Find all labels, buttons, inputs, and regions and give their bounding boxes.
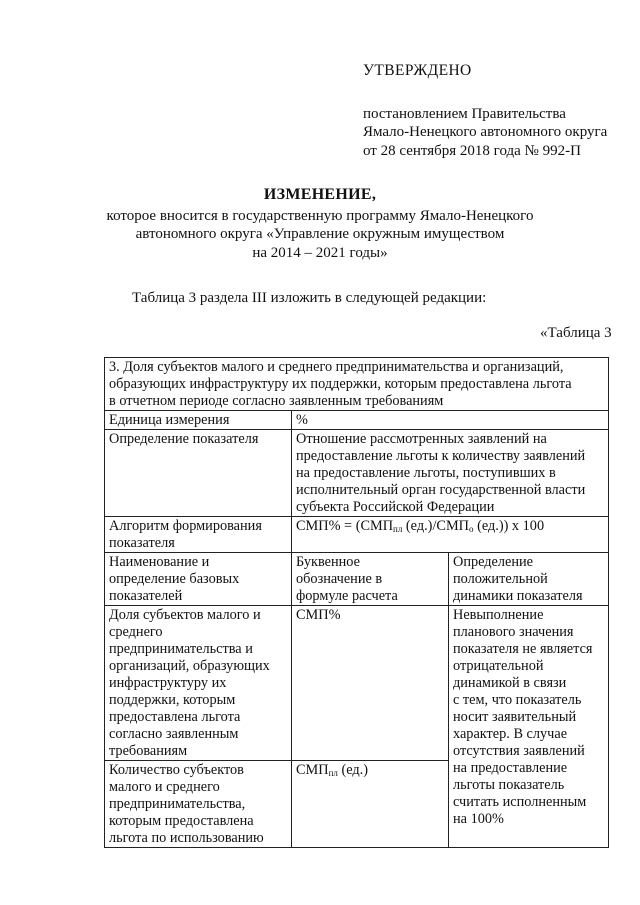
cell-line: предоставлена льгота [109, 709, 241, 725]
definition-value-cell [292, 430, 609, 517]
cell-line: показателя не является [453, 641, 593, 657]
col-header-line: Буквенное [296, 554, 360, 570]
definition-line: Отношение рассмотренных заявлений на [296, 431, 547, 447]
instruction-text: Таблица 3 раздела III изложить в следующей редакции: [132, 290, 487, 306]
cell-line: на предоставление [453, 760, 568, 776]
cell-line: Невыполнение [453, 607, 544, 623]
cell-line: отрицательной [453, 658, 544, 674]
base-indicator-name-cell [105, 606, 292, 761]
col-header-line: положительной [453, 571, 548, 587]
col-header-line: формуле расчета [296, 588, 398, 604]
unit-label: Единица измерения [109, 412, 230, 428]
table-row [105, 411, 609, 430]
cell-line: отсутствия заявлений [453, 743, 585, 759]
approval-line: Ямало-Ненецкого автономного округа [363, 124, 608, 140]
table-header-row [105, 358, 609, 411]
table-row [105, 606, 609, 761]
formula-subscript: пл [393, 524, 403, 534]
table-row [105, 430, 609, 517]
cell-line: льготы показатель [453, 777, 565, 793]
cell-line: характер. В случае [453, 726, 568, 742]
col-header-dynamics [449, 553, 609, 606]
unit-label-cell [105, 411, 292, 430]
algorithm-label-line: показателя [109, 535, 175, 551]
algorithm-label-line: Алгоритм формирования [109, 518, 262, 534]
cell-line: предпринимательства и [109, 641, 253, 657]
cell-line: малого и среднего [109, 779, 220, 795]
symbol: СМП [296, 762, 329, 778]
cell-line: предпринимательства, [109, 796, 246, 812]
cell-line: организаций, образующих [109, 658, 270, 674]
cell-line: поддержки, которым [109, 692, 236, 708]
indicator-title-line: образующих инфраструктуру их поддержки, которым предоставлена льгота [109, 376, 572, 392]
base-indicator-symbol-cell [292, 606, 449, 761]
approval-block [363, 62, 633, 160]
definition-line: предоставление льготы к количеству заявлений [296, 448, 586, 464]
col-header-line: динамики показателя [453, 588, 583, 604]
cell-line: Доля субъектов малого и [109, 607, 261, 623]
cell-line: инфраструктуру их [109, 675, 227, 691]
table-row [105, 517, 609, 553]
title-line: которое вносится в государственную программу Ямало-Ненецкого [106, 207, 534, 224]
title-line: на 2014 – 2021 годы» [252, 244, 388, 261]
indicator-title-cell [105, 358, 609, 411]
title-line: автономного округа «Управление окружным имуществом [135, 226, 505, 242]
cell-line: динамикой в связи [453, 675, 567, 691]
symbol: (ед.) [337, 762, 368, 778]
approval-line: постановлением Правительства [363, 105, 566, 122]
formula-part: (ед.)/СМП [402, 518, 469, 534]
approval-heading: УТВЕРЖДЕНО [363, 62, 472, 79]
cell-line: считать исполненным [453, 794, 587, 810]
indicator-title-line: 3. Доля субъектов малого и среднего предпринимательства и организаций, [109, 359, 564, 375]
cell-line: носит заявительный [453, 709, 577, 725]
base-indicator-name-cell [105, 761, 292, 848]
cell-line: планового значения [453, 624, 574, 640]
cell-line: льгота по использованию [109, 830, 264, 846]
unit-value: % [296, 412, 308, 428]
definition-label: Определение показателя [109, 431, 259, 447]
cell-line: с тем, что показатель [453, 692, 582, 708]
col-header-line: показателей [109, 588, 183, 604]
algorithm-formula-cell [292, 517, 609, 553]
base-indicator-symbol-cell [292, 761, 449, 848]
title-main: ИЗМЕНЕНИЕ, [263, 186, 377, 203]
approval-line: от 28 сентября 2018 года № 992-П [363, 142, 581, 159]
cell-line: которым предоставлена [109, 813, 254, 829]
formula-part: (ед.)) х 100 [473, 518, 545, 534]
symbol: СМП% [296, 607, 341, 623]
col-header-line: Определение [453, 554, 534, 570]
col-header-line: Наименование и [109, 554, 210, 570]
dynamics-cell [449, 606, 609, 848]
table-label: «Таблица 3 [540, 325, 612, 341]
cell-line: требованиям [109, 743, 188, 759]
column-header-row [105, 553, 609, 606]
definition-label-cell [105, 430, 292, 517]
unit-value-cell [292, 411, 609, 430]
symbol-subscript: пл [328, 768, 338, 778]
cell-line: среднего [109, 624, 163, 640]
definition-line: субъекта Российской Федерации [296, 499, 495, 515]
formula-part: СМП% = (СМП [296, 518, 394, 534]
algorithm-label-cell [105, 517, 292, 553]
col-header-name [105, 553, 292, 606]
cell-line: согласно заявленным [109, 726, 239, 742]
definition-line: исполнительный орган государственной власти [296, 482, 586, 498]
cell-line: Количество субъектов [109, 762, 244, 778]
col-header-symbol [292, 553, 449, 606]
definition-line: на предоставление льготы, поступивших в [296, 465, 556, 481]
formula-subscript: о [469, 524, 474, 534]
cell-line: на 100% [453, 811, 504, 827]
document-title [100, 186, 540, 262]
indicator-title-line: в отчетном периоде согласно заявленным требованиям [109, 393, 444, 409]
col-header-line: определение базовых [109, 571, 240, 587]
indicator-table [104, 357, 609, 848]
col-header-line: обозначение в [296, 571, 383, 587]
